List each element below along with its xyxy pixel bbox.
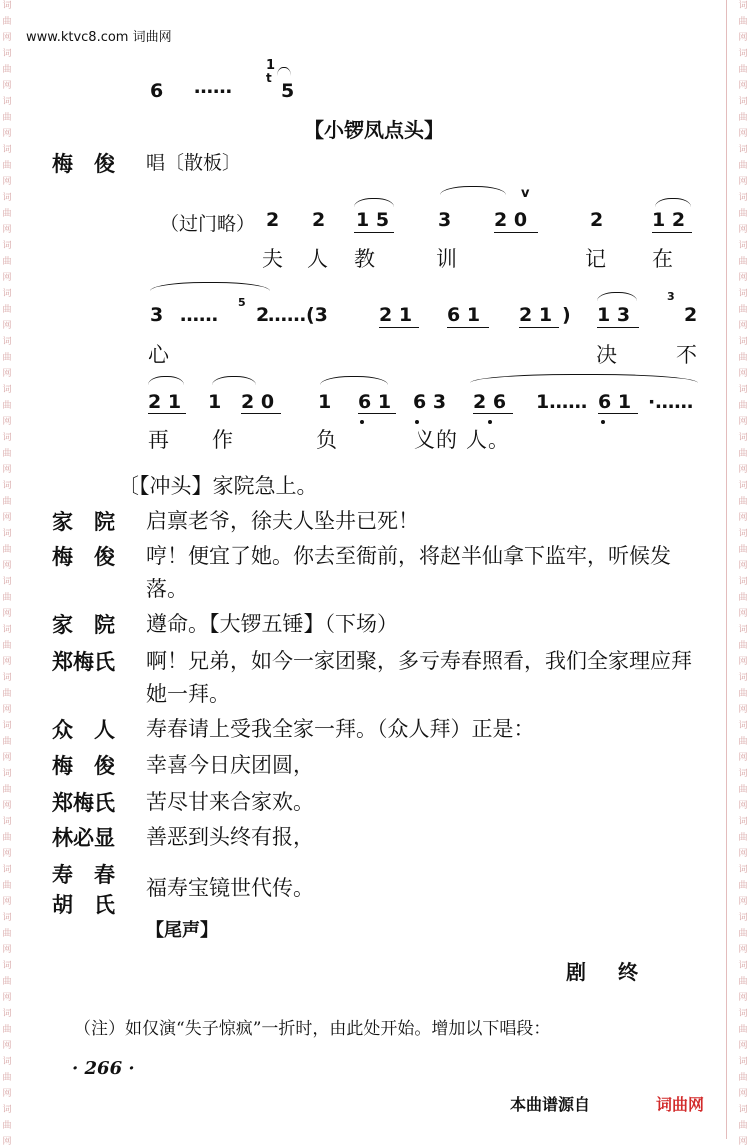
- score-note: ……: [180, 304, 218, 326]
- side-watermark-char: 网: [2, 129, 12, 139]
- octave-dot: [488, 420, 492, 424]
- side-watermark-char: 曲: [2, 1025, 12, 1035]
- score-dots: ……: [194, 76, 232, 98]
- speaker-name: 林必显: [52, 825, 115, 850]
- side-watermark-char: 词: [738, 817, 748, 827]
- side-watermark-char: 网: [738, 1137, 748, 1147]
- speaker-name: 家 院: [52, 612, 115, 637]
- section-title: 【小锣凤点头】: [304, 118, 444, 142]
- lyric-char: 训: [436, 247, 458, 271]
- dialogue-text: 幸喜今日庆团圆，: [146, 753, 314, 777]
- side-watermark-char: 曲: [738, 497, 748, 507]
- side-watermark-char: 曲: [738, 929, 748, 939]
- side-watermark-char: 曲: [738, 785, 748, 795]
- side-watermark-char: 网: [738, 225, 748, 235]
- slur-mark: [597, 292, 637, 301]
- score-note: 2 1: [519, 304, 553, 326]
- side-watermark-char: 曲: [2, 881, 12, 891]
- side-watermark-char: 网: [738, 705, 748, 715]
- side-watermark-char: 曲: [2, 353, 12, 363]
- speaker-name: 寿 春: [52, 862, 115, 887]
- dialogue-text: 哼！便宜了她。你去至衙前，将赵半仙拿下监牢，听候发落。: [146, 544, 671, 601]
- side-watermark-char: 曲: [738, 353, 748, 363]
- side-watermark-char: 网: [2, 273, 12, 283]
- lyric-char: 记: [585, 247, 607, 271]
- side-watermark-char: 网: [738, 33, 748, 43]
- side-watermark-char: 词: [2, 865, 12, 875]
- side-watermark-char: 曲: [2, 161, 12, 171]
- side-watermark-char: 网: [2, 753, 12, 763]
- score-note: 2: [256, 304, 270, 326]
- side-watermark-char: 词: [738, 481, 748, 491]
- side-watermark-char: 词: [2, 145, 12, 155]
- grace-note: 5: [238, 296, 246, 309]
- side-watermark-char: 词: [738, 577, 748, 587]
- side-watermark-char: 网: [2, 33, 12, 43]
- side-watermark-char: 网: [2, 1089, 12, 1099]
- side-watermark-char: 曲: [738, 113, 748, 123]
- score-note: 2: [312, 209, 326, 231]
- underline-beam: [598, 413, 638, 414]
- side-watermark-char: 曲: [2, 929, 12, 939]
- lyric-char: 教: [354, 247, 376, 271]
- side-watermark-char: 曲: [2, 593, 12, 603]
- side-watermark-char: 曲: [2, 977, 12, 987]
- side-watermark-char: 曲: [2, 113, 12, 123]
- score-note: 6 1: [598, 391, 632, 413]
- dialogue-text: 善恶到头终有报，: [146, 825, 314, 849]
- lyric-char: 作: [212, 428, 234, 452]
- score-note: 2 0: [241, 391, 275, 413]
- speaker-name: 郑梅氏: [52, 649, 115, 674]
- underline-beam: [519, 327, 559, 328]
- side-watermark-char: 曲: [738, 689, 748, 699]
- side-watermark-char: 网: [738, 369, 748, 379]
- score-note: 2 6: [473, 391, 507, 413]
- score-note: 1 5: [356, 209, 390, 231]
- right-watermark-strip: [736, 0, 750, 1147]
- underline-beam: [358, 413, 396, 414]
- side-watermark-char: 网: [2, 705, 12, 715]
- side-watermark-char: 曲: [738, 833, 748, 843]
- score-note: ·……: [648, 391, 694, 413]
- side-watermark-char: 网: [738, 801, 748, 811]
- side-watermark-char: 曲: [2, 641, 12, 651]
- side-watermark-char: 曲: [2, 785, 12, 795]
- lyric-char: 在: [652, 247, 674, 271]
- lyric-char: 义的: [414, 428, 458, 452]
- side-watermark-char: 词: [2, 1, 12, 11]
- speaker-name: 郑梅氏: [52, 790, 115, 815]
- score-note: 3: [438, 209, 452, 231]
- tie-mark: [470, 374, 698, 383]
- side-watermark-char: 网: [738, 1041, 748, 1051]
- brand-link[interactable]: 词曲网: [656, 1095, 705, 1114]
- sing-mark: 唱〔散板〕: [146, 152, 242, 174]
- score-note: 6 1: [358, 391, 392, 413]
- side-watermark-char: 曲: [2, 737, 12, 747]
- underline-beam: [494, 232, 538, 233]
- slur-mark: [320, 376, 388, 385]
- score-note: 5: [281, 80, 295, 102]
- side-watermark-char: 网: [2, 849, 12, 859]
- side-watermark-char: 网: [738, 849, 748, 859]
- score-note: 1……: [536, 391, 588, 413]
- side-watermark-char: 曲: [2, 449, 12, 459]
- slur-mark: [440, 186, 506, 195]
- side-watermark-char: 网: [2, 321, 12, 331]
- side-watermark-char: 网: [738, 417, 748, 427]
- lyric-char: 不: [676, 343, 698, 367]
- score-note: ……(3: [268, 304, 328, 326]
- side-watermark-char: 词: [738, 289, 748, 299]
- right-border-line: [726, 0, 727, 1139]
- side-watermark-char: 网: [2, 993, 12, 1003]
- side-watermark-char: 曲: [2, 209, 12, 219]
- side-watermark-char: 网: [2, 801, 12, 811]
- side-watermark-char: 词: [2, 673, 12, 683]
- side-watermark-char: 曲: [738, 1025, 748, 1035]
- coda-title: 【尾声】: [146, 920, 218, 941]
- side-watermark-char: 词: [738, 193, 748, 203]
- side-watermark-char: 词: [738, 97, 748, 107]
- octave-dot: [601, 420, 605, 424]
- side-watermark-char: 网: [2, 561, 12, 571]
- side-watermark-char: 词: [738, 1009, 748, 1019]
- side-watermark-char: 曲: [738, 1073, 748, 1083]
- site-watermark: www.ktvc8.com 词曲网: [26, 30, 172, 45]
- side-watermark-char: 曲: [2, 1073, 12, 1083]
- side-watermark-char: 曲: [2, 401, 12, 411]
- underline-beam: [652, 232, 692, 233]
- side-watermark-char: 网: [738, 945, 748, 955]
- side-watermark-char: 词: [2, 1009, 12, 1019]
- side-watermark-char: 网: [738, 177, 748, 187]
- side-watermark-char: 曲: [2, 65, 12, 75]
- slur-mark: [212, 376, 256, 385]
- side-watermark-char: 网: [2, 609, 12, 619]
- side-watermark-char: 词: [2, 769, 12, 779]
- side-watermark-char: 曲: [2, 1121, 12, 1131]
- dialogue-text: 启禀老爷，徐夫人坠井已死！: [146, 509, 419, 533]
- lyric-char: 人。: [466, 428, 510, 452]
- side-watermark-char: 网: [2, 465, 12, 475]
- side-watermark-char: 网: [738, 993, 748, 1003]
- dialogue-text: 苦尽甘来合家欢。: [146, 790, 314, 814]
- page-number: · 266 ·: [72, 1058, 135, 1079]
- side-watermark-char: 词: [2, 913, 12, 923]
- side-watermark-char: 词: [2, 433, 12, 443]
- score-note: 2 1: [148, 391, 182, 413]
- side-watermark-char: 网: [2, 81, 12, 91]
- score-note: ): [562, 304, 571, 326]
- lyric-char: 人: [307, 247, 329, 271]
- side-watermark-char: 网: [738, 561, 748, 571]
- slur-mark: [148, 376, 184, 385]
- score-note: 6: [150, 80, 164, 102]
- side-watermark-char: 词: [738, 241, 748, 251]
- side-watermark-char: 词: [2, 241, 12, 251]
- side-watermark-char: 网: [738, 609, 748, 619]
- side-watermark-char: 网: [738, 753, 748, 763]
- side-watermark-char: 网: [738, 657, 748, 667]
- fermata-mark: [277, 67, 291, 76]
- side-watermark-char: 词: [738, 1, 748, 11]
- underline-beam: [473, 413, 513, 414]
- dialogue-text: 遵命。【大锣五锤】（下场）: [146, 612, 398, 636]
- side-watermark-char: 曲: [738, 17, 748, 27]
- side-watermark-char: 网: [738, 513, 748, 523]
- side-watermark-char: 网: [2, 657, 12, 667]
- side-watermark-char: 网: [738, 273, 748, 283]
- score-note: 6 1: [447, 304, 481, 326]
- side-watermark-char: 网: [2, 1137, 12, 1147]
- side-watermark-char: 曲: [738, 881, 748, 891]
- score-note: 2 1: [379, 304, 413, 326]
- dialogue-text: 啊！兄弟，如今一家团聚，多亏寿春照看，我们全家理应拜她一拜。: [146, 649, 692, 706]
- side-watermark-char: 词: [738, 49, 748, 59]
- side-watermark-char: 词: [738, 433, 748, 443]
- side-watermark-char: 词: [738, 961, 748, 971]
- score-grace: 1: [266, 58, 276, 73]
- side-watermark-char: 词: [2, 817, 12, 827]
- side-watermark-char: 词: [2, 625, 12, 635]
- score-grace-mark: t: [266, 71, 272, 85]
- side-watermark-char: 曲: [2, 833, 12, 843]
- side-watermark-char: 曲: [738, 401, 748, 411]
- dialogue-text: 福寿宝镜世代传。: [146, 876, 314, 900]
- side-watermark-char: 网: [738, 465, 748, 475]
- side-watermark-char: 词: [738, 1105, 748, 1115]
- side-watermark-char: 词: [2, 97, 12, 107]
- side-watermark-char: 网: [2, 897, 12, 907]
- side-watermark-char: 曲: [2, 689, 12, 699]
- side-watermark-char: 网: [738, 897, 748, 907]
- side-watermark-char: 曲: [738, 545, 748, 555]
- underline-beam: [597, 327, 639, 328]
- speaker-name: 众 人: [52, 717, 115, 742]
- side-watermark-char: 词: [738, 337, 748, 347]
- side-watermark-char: 词: [738, 385, 748, 395]
- side-watermark-char: 曲: [738, 257, 748, 267]
- side-watermark-char: 曲: [2, 257, 12, 267]
- underline-beam: [148, 413, 186, 414]
- underline-beam: [354, 232, 394, 233]
- side-watermark-char: 词: [738, 769, 748, 779]
- dialogue-text: 〔【冲头】家院急上。: [118, 474, 318, 498]
- side-watermark-char: 词: [2, 1057, 12, 1067]
- side-watermark-char: 网: [2, 225, 12, 235]
- side-watermark-char: 曲: [738, 641, 748, 651]
- side-watermark-char: 曲: [738, 737, 748, 747]
- octave-dot: [415, 420, 419, 424]
- score-note: 1 2: [652, 209, 686, 231]
- side-watermark-char: 网: [2, 417, 12, 427]
- side-watermark-char: 曲: [2, 545, 12, 555]
- side-watermark-char: 曲: [2, 17, 12, 27]
- left-watermark-strip: [0, 0, 14, 1147]
- side-watermark-char: 词: [2, 481, 12, 491]
- side-watermark-char: 曲: [738, 977, 748, 987]
- lyric-char: 决: [596, 343, 618, 367]
- lyric-char: 夫: [262, 247, 284, 271]
- score-note: 2: [266, 209, 280, 231]
- score-note: 1: [318, 391, 332, 413]
- score-note: 2 0: [494, 209, 528, 231]
- side-watermark-char: 曲: [2, 497, 12, 507]
- side-watermark-char: 词: [2, 289, 12, 299]
- side-watermark-char: 曲: [738, 209, 748, 219]
- speaker-name: 家 院: [52, 509, 115, 534]
- side-watermark-char: 词: [2, 337, 12, 347]
- slur-mark: [655, 198, 691, 207]
- side-watermark-char: 网: [2, 177, 12, 187]
- grace-note: 3: [667, 290, 675, 303]
- underline-beam: [241, 413, 281, 414]
- side-watermark-char: 词: [2, 721, 12, 731]
- side-watermark-char: 词: [2, 193, 12, 203]
- side-watermark-char: 网: [2, 513, 12, 523]
- slur-mark: [354, 198, 394, 207]
- side-watermark-char: 词: [2, 961, 12, 971]
- side-watermark-char: 曲: [738, 1121, 748, 1131]
- score-note: 2: [590, 209, 604, 231]
- side-watermark-char: 网: [738, 321, 748, 331]
- side-watermark-char: 曲: [738, 305, 748, 315]
- score-note: 2: [684, 304, 698, 326]
- side-watermark-char: 词: [738, 625, 748, 635]
- side-watermark-char: 词: [738, 865, 748, 875]
- octave-dot: [360, 420, 364, 424]
- source-label: 本曲谱源自: [510, 1095, 591, 1114]
- side-watermark-char: 词: [738, 721, 748, 731]
- side-watermark-char: 网: [738, 1089, 748, 1099]
- footnote: （注）如仅演“失子惊疯”一折时，由此处开始。增加以下唱段：: [74, 1019, 551, 1039]
- side-watermark-char: 词: [2, 1105, 12, 1115]
- side-watermark-char: 词: [2, 385, 12, 395]
- side-watermark-char: 词: [738, 529, 748, 539]
- side-watermark-char: 曲: [738, 449, 748, 459]
- tie-mark: [150, 282, 270, 291]
- speaker-name: 梅 俊: [52, 753, 115, 778]
- speaker-name: 胡 氏: [52, 892, 115, 917]
- side-watermark-char: 曲: [738, 65, 748, 75]
- side-watermark-char: 曲: [738, 593, 748, 603]
- breath-mark: v: [521, 186, 530, 201]
- side-watermark-char: 词: [738, 673, 748, 683]
- side-watermark-char: 词: [2, 49, 12, 59]
- side-watermark-char: 网: [738, 129, 748, 139]
- side-watermark-char: 词: [2, 529, 12, 539]
- side-watermark-char: 词: [2, 577, 12, 587]
- lyric-char: 心: [148, 343, 170, 367]
- score-note: 6 3: [413, 391, 447, 413]
- lyric-char: 负: [316, 428, 338, 452]
- score-note: 1: [208, 391, 222, 413]
- dialogue-text: 寿春请上受我全家一拜。（众人拜）正是：: [146, 717, 535, 741]
- end-mark: 剧 终: [566, 960, 644, 984]
- side-watermark-char: 词: [738, 913, 748, 923]
- side-watermark-char: 曲: [738, 161, 748, 171]
- underline-beam: [447, 327, 489, 328]
- side-watermark-char: 网: [2, 1041, 12, 1051]
- speaker-name: 梅 俊: [52, 544, 115, 569]
- lyric-char: 再: [148, 428, 170, 452]
- score-note: 3: [150, 304, 164, 326]
- side-watermark-char: 词: [738, 1057, 748, 1067]
- score-note: 1 3: [597, 304, 631, 326]
- side-watermark-char: 曲: [2, 305, 12, 315]
- singer-name: 梅 俊: [52, 151, 115, 176]
- intro-mark: （过门略）: [160, 213, 256, 235]
- side-watermark-char: 网: [2, 369, 12, 379]
- side-watermark-char: 词: [738, 145, 748, 155]
- underline-beam: [379, 327, 419, 328]
- side-watermark-char: 网: [738, 81, 748, 91]
- side-watermark-char: 网: [2, 945, 12, 955]
